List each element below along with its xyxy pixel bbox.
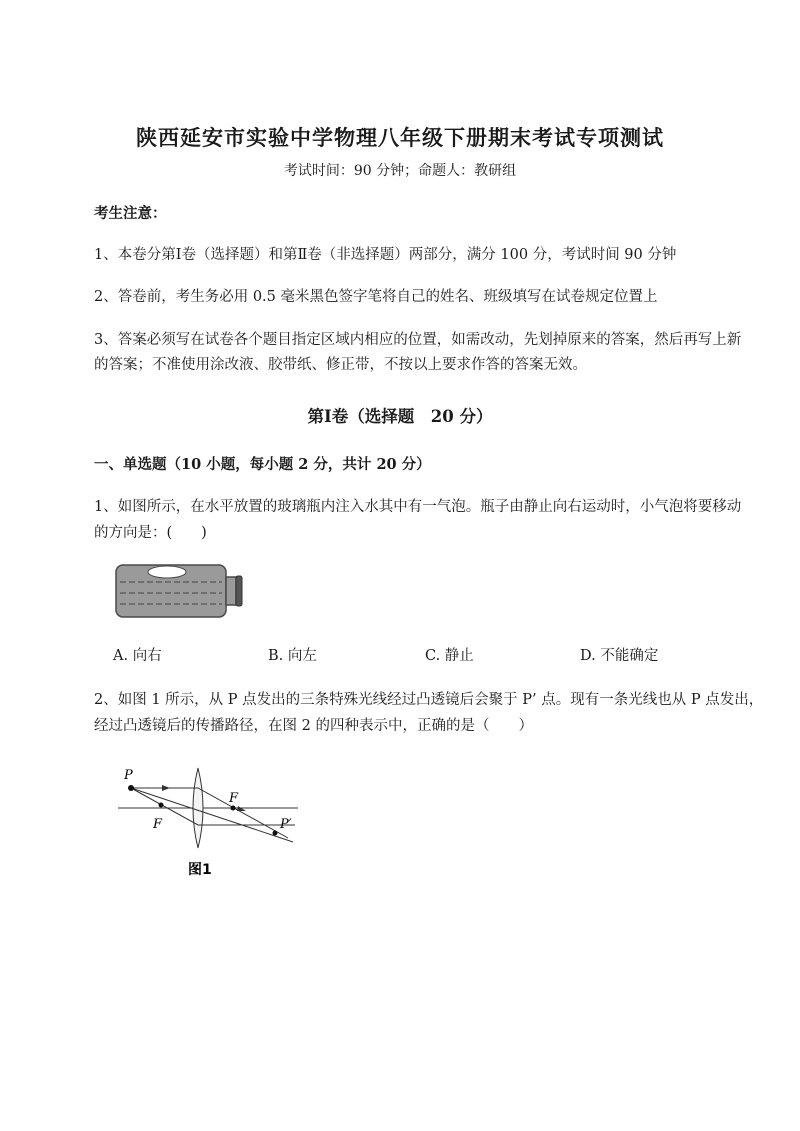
point-f-left bbox=[159, 803, 164, 808]
point-p-prime bbox=[273, 831, 278, 836]
point-f-right bbox=[231, 806, 236, 811]
notice-heading: 考生注意： bbox=[94, 205, 167, 222]
notice-item-1: 1、本卷分第Ⅰ卷（选择题）和第Ⅱ卷（非选择题）两部分，满分 100 分，考试时间 90 分钟 bbox=[94, 247, 677, 263]
label-f-top: F bbox=[229, 791, 239, 806]
bottle-figure bbox=[112, 560, 248, 622]
section-title: 第Ⅰ卷（选择题 20 分） bbox=[307, 407, 493, 426]
page-title: 陕西延安市实验中学物理八年级下册期末考试专项测试 bbox=[136, 125, 664, 150]
convex-lens bbox=[193, 768, 203, 848]
bottle-cap bbox=[236, 576, 242, 606]
notice-item-3: 3、答案必须写在试卷各个题目指定区域内相应的位置，如需改动，先划掉原来的答案，然后再写上新 bbox=[94, 332, 742, 348]
part-heading: 一、单选题（10 小题，每小题 2 分，共计 20 分） bbox=[94, 456, 431, 473]
air-bubble bbox=[148, 566, 186, 578]
notice-item-2: 2、答卷前，考生务必用 0.5 毫米黑色签字笔将自己的姓名、班级填写在试卷规定位置上 bbox=[94, 289, 658, 305]
label-f-bottom: F bbox=[153, 817, 163, 832]
question-1-option-b: B. 向左 bbox=[268, 648, 317, 664]
question-2-line-2: 经过凸透镜后的传播路径，在图 2 的四种表示中，正确的是（ ） bbox=[94, 718, 533, 734]
notice-item-3-cont: 的答案；不准使用涂改液、胶带纸、修正带，不按以上要求作答的答案无效。 bbox=[94, 357, 587, 373]
label-p-prime: P′ bbox=[280, 817, 292, 832]
figure-caption: 图1 bbox=[188, 862, 212, 878]
label-p: P bbox=[124, 768, 133, 783]
point-p bbox=[128, 785, 134, 791]
question-1-option-c: C. 静止 bbox=[425, 648, 474, 664]
lens-figure bbox=[110, 760, 310, 885]
exam-info: 考试时间：90 分钟；命题人：教研组 bbox=[283, 163, 517, 179]
question-1-option-d: D. 不能确定 bbox=[580, 648, 659, 664]
bottle-neck bbox=[226, 577, 236, 605]
question-1-line-2: 的方向是：( ) bbox=[94, 525, 207, 541]
question-1-line-1: 1、如图所示，在水平放置的玻璃瓶内注入水其中有一气泡。瓶子由静止向右运动时，小气泡将要移动 bbox=[94, 499, 742, 515]
question-1-option-a: A. 向右 bbox=[113, 648, 162, 664]
light-rays bbox=[131, 788, 295, 842]
question-2-line-1: 2、如图 1 所示，从 P 点发出的三条特殊光线经过凸透镜后会聚于 P’ 点。现有一条光线也从 P 点发出， bbox=[94, 692, 764, 708]
